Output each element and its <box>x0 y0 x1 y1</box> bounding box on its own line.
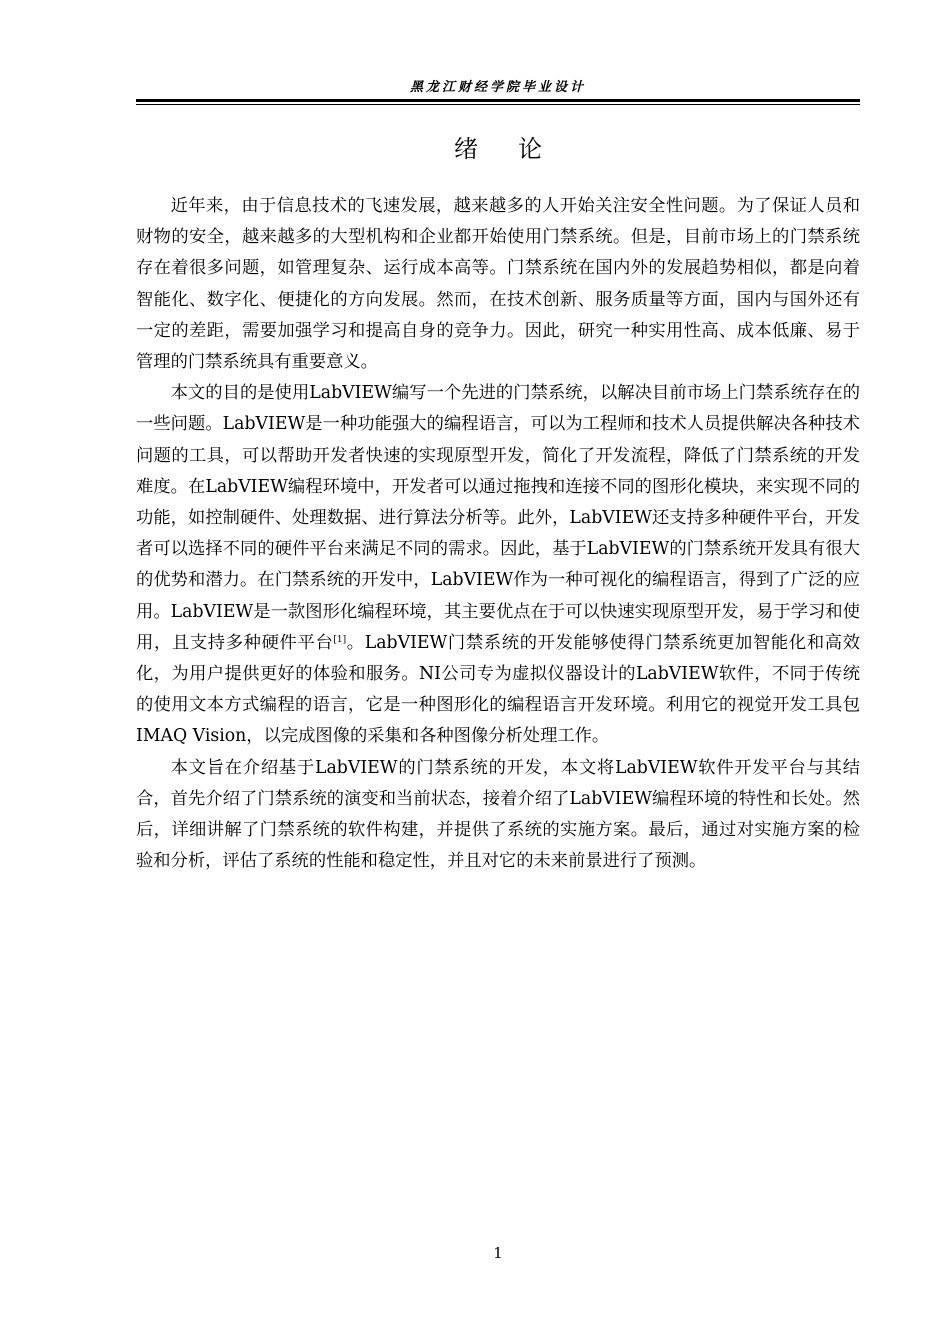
header-rule-thick <box>136 99 860 102</box>
paragraph-3: 本文旨在介绍基于LabVIEW的门禁系统的开发，本文将LabVIEW软件开发平台与其结合，首先介绍了门禁系统的演变和当前状态，接着介绍了LabVIEW编程环境的特性和长处。然后，详细讲解了门禁系统的软件构建，并提供了系统的实施方案。最后，通过对实施方案的检验和分析，评估了系统的性能和稳定性，并且对它的未来前景进行了预测。 <box>136 757 860 872</box>
paragraph-2-text-after-cite: 。LabVIEW门禁系统的开发能够使得门禁系统更加智能化和高效化，为用户提供更好的体验和服务。NI公司专为虚拟仪器设计的LabVIEW软件，不同于传统的使用文本方式编程的语言，它是一种图形化的编程语言开发环境。利用它的视觉开发工具包IMAQ Vision，以完成图像的采集和各种图像分析处理工作。 <box>136 632 860 747</box>
body-text <box>136 191 860 877</box>
paragraph-2-text-before-cite: 本文的目的是使用LabVIEW编写一个先进的门禁系统，以解决目前市场上门禁系统存在的一些问题。LabVIEW是一种功能强大的编程语言，可以为工程师和技术人员提供解决各种技术问题的工具，可以帮助开发者快速的实现原型开发，简化了开发流程，降低了门禁系统的开发难度。在LabVIEW编程环境中，开发者可以通过拖拽和连接不同的图形化模块，来实现不同的功能，如控制硬件、处理数据、进行算法分析等。此外，LabVIEW还支持多种硬件平台，开发者可以选择不同的硬件平台来满足不同的需求。因此，基于LabVIEW的门禁系统开发具有很大的优势和潜力。在门禁系统的开发中，LabVIEW作为一种可视化的编程语言，得到了广泛的应用。LabVIEW是一款图形化编程环境，其主要优点在于可以快速实现原型开发，易于学习和使用，且支持多种硬件平台 <box>136 383 860 653</box>
page-number: 1 <box>493 1244 503 1262</box>
header-rule-thin <box>136 104 860 105</box>
paragraph-2 <box>136 378 860 752</box>
citation-marker: [1] <box>333 634 347 645</box>
chapter-title: 绪论 <box>454 135 582 163</box>
paragraph-1: 近年来，由于信息技术的飞速发展，越来越多的人开始关注安全性问题。为了保证人员和财物的安全，越来越多的大型机构和企业都开始使用门禁系统。但是，目前市场上的门禁系统存在着很多问题，如管理复杂、运行成本高等。门禁系统在国内外的发展趋势相似，都是向着智能化、数字化、便捷化的方向发展。然而，在技术创新、服务质量等方面，国内与国外还有一定的差距，需要加强学习和提高自身的竞争力。因此，研究一种实用性高、成本低廉、易于管理的门禁系统具有重要意义。 <box>136 196 860 373</box>
running-header: 黑龙江财经学院毕业设计 <box>409 80 586 95</box>
